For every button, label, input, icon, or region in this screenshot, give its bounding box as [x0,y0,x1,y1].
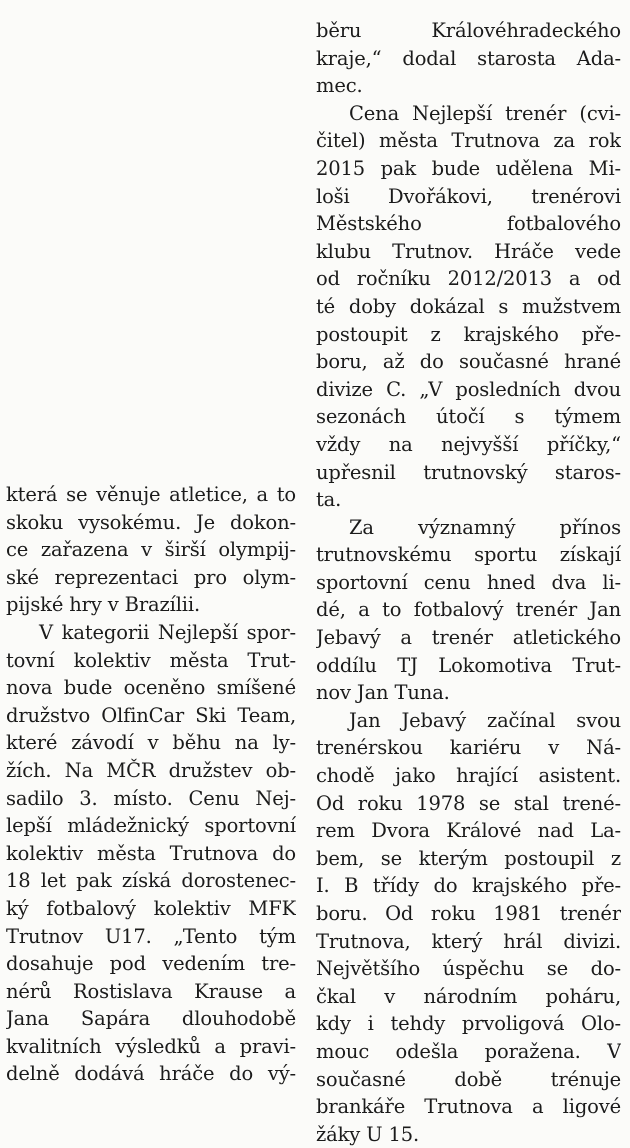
text-line: klubu Trutnov. Hráče vede [316,239,621,263]
text-line: trenérskou kariéru v Ná- [316,736,621,760]
text-line: 2015 pak bude udělena Mi- [316,156,621,180]
text-line: té doby dokázal s mužstvem [316,294,621,318]
text-line: současné době trénuje [316,1067,621,1091]
text-line: pijské hry v Brazílii. [6,593,201,617]
text-line: kvalitních výsledků a pravi- [6,1034,296,1058]
paragraph-start-line: V kategorii Nejlepší spor- [39,620,296,644]
text-line: boru. Od roku 1981 trenér [316,902,621,925]
paragraph-start-line: Jan Jebavý začínal svou [349,708,621,732]
text-line: vždy na nejvyšší příčky,“ [316,432,621,456]
text-line: nov Jan Tuna. [316,681,450,705]
text-line: kraje,“ dodal starosta Ada- [316,46,621,70]
text-line: Trutnov U17. „Tento tým [6,924,296,948]
text-line: čitel) města Trutnova za rok [316,129,621,153]
text-line: bem, se kterým postoupil z [316,846,621,870]
text-line: žáky U 15. [316,1122,420,1146]
text-line: kolektiv města Trutnova do [6,841,296,865]
text-line: trutnovskému sportu získají [316,543,621,567]
text-line: které závodí v běhu na ly- [6,731,296,755]
text-line: dé, a to fotbalový trenér Jan [316,598,621,622]
text-line: Jana Sapára dlouhodobě [6,1007,296,1031]
text-line: kdy i tehdy prvoligová Olo- [316,1012,621,1036]
text-line: boru, až do současné hrané [316,350,621,374]
text-line: Jebavý a trenér atletického [316,626,621,650]
text-line: běru Královéhradeckého [316,19,621,42]
text-line: ce zařazena v širší olympij- [6,538,296,562]
text-line: sezonách útočí s týmem [316,405,621,429]
text-line: sportovní cenu hned dva li- [316,570,621,594]
text-line: nova bude oceněno smíšené [6,676,296,700]
text-line: žích. Na MČR družstev ob- [6,758,296,782]
text-line: I. B třídy do krajského pře- [316,874,621,898]
text-line: chodě jako hrající asistent. [316,764,621,788]
text-line: Největšího úspěchu se do- [316,957,621,981]
text-line: která se věnuje atletice, a to [6,483,296,506]
text-line: divize C. „V posledních dvou [316,377,621,401]
article-column-left [6,481,296,1088]
text-line: Městského fotbalového [316,212,621,236]
text-line: od ročníku 2012/2013 a od [316,267,621,291]
text-line: oddílu TJ Lokomotiva Trut- [316,653,621,677]
text-line: ký fotbalový kolektiv MFK [6,896,296,920]
text-line: Trutnova, který hrál divizi. [316,929,621,953]
text-line: postoupit z krajského pře- [316,322,621,346]
text-line: loši Dvořákovi, trenérovi [316,184,621,208]
paragraph-start-line: Cena Nejlepší trenér (cvi- [349,101,621,125]
text-line: skoku vysokému. Je dokon- [6,510,296,534]
text-line: mouc odešla poražena. V [316,1039,621,1063]
text-line: upřesnil trutnovský staros- [316,460,621,484]
text-line: 18 let pak získá dorostenec- [6,869,296,893]
article-column-right [316,17,621,1148]
text-line: sadilo 3. místo. Cenu Nej- [6,786,296,810]
text-line: brankáře Trutnova a ligové [316,1095,621,1119]
text-line: dosahuje pod vedením tre- [6,952,296,976]
paragraph-start-line: Za významný přínos [349,515,621,539]
text-line: delně dodává hráče do vý- [6,1062,296,1086]
text-line: tovní kolektiv města Trut- [6,648,296,672]
text-line: ta. [316,488,342,512]
text-line: mec. [316,74,363,98]
text-line: ské reprezentaci pro olym- [6,565,296,589]
text-line: lepší mládežnický sportovní [6,814,296,838]
text-line: družstvo OlfinCar Ski Team, [6,703,296,727]
text-line: čkal v národním poháru, [316,984,621,1008]
text-line: rem Dvora Králové nad La- [316,819,621,843]
text-line: nérů Rostislava Krause a [6,979,296,1003]
text-line: Od roku 1978 se stal trené- [316,791,621,815]
